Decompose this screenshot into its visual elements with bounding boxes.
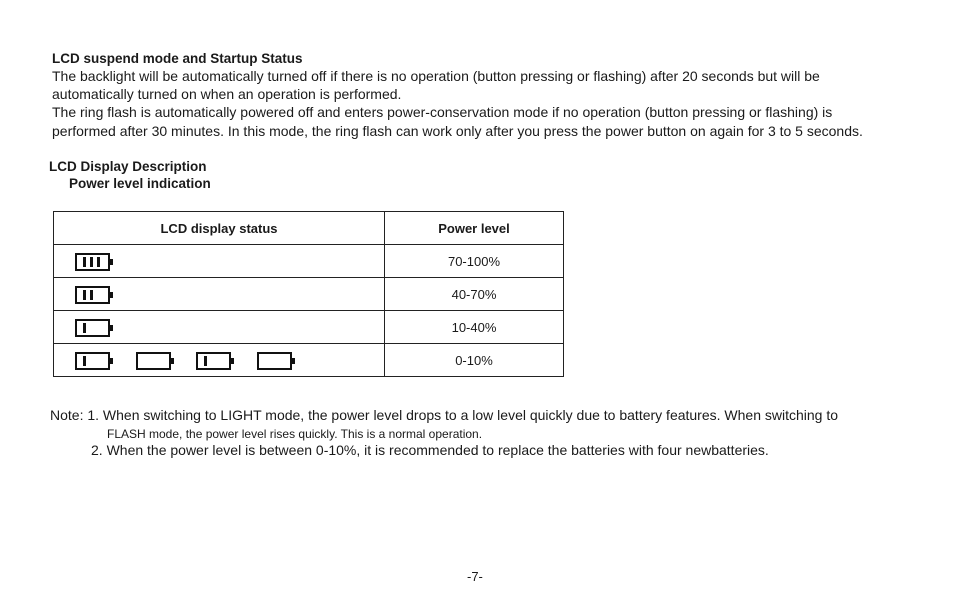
- battery-1-bar-icon: [196, 352, 236, 370]
- section-heading-suspend: LCD suspend mode and Startup Status: [52, 51, 303, 66]
- power-level-cell: 70-100%: [385, 245, 564, 278]
- page-number: -7-: [467, 569, 483, 584]
- battery-empty-icon: [257, 352, 297, 370]
- subheading-power-level: Power level indication: [69, 176, 211, 191]
- paragraph-line: The ring flash is automatically powered off and enters power-conservation mode if no operation (button pressing or flashing) is: [52, 104, 833, 120]
- power-level-cell: 0-10%: [385, 344, 564, 377]
- table-row: [54, 245, 564, 278]
- power-level-cell: 40-70%: [385, 278, 564, 311]
- table-row: [54, 311, 564, 344]
- note-line: 2. When the power level is between 0-10%, it is recommended to replace the batteries with four newbatteries.: [91, 442, 769, 458]
- table-row: [54, 278, 564, 311]
- note-line: Note: 1. When switching to LIGHT mode, the power level drops to a low level quickly due to battery features. When switching to: [50, 407, 839, 423]
- column-header-lcd-status: LCD display status: [54, 212, 385, 245]
- section-heading-lcd: LCD Display Description: [49, 159, 207, 174]
- table-header-row: [54, 212, 564, 245]
- battery-empty-icon: [136, 352, 176, 370]
- note-line: FLASH mode, the power level rises quickly. This is a normal operation.: [107, 427, 483, 441]
- lcd-status-cell: [54, 344, 385, 377]
- battery-1-bar-icon: [75, 352, 115, 370]
- table-row: [54, 344, 564, 377]
- battery-2-bars-icon: [75, 286, 115, 304]
- battery-1-bar-icon: [75, 319, 115, 337]
- column-header-power-level: Power level: [385, 212, 564, 245]
- lcd-status-cell: [54, 311, 385, 344]
- lcd-status-cell: [54, 245, 385, 278]
- battery-3-bars-icon: [75, 253, 115, 271]
- paragraph-line: performed after 30 minutes. In this mode, the ring flash can work only after you press the power button on again for 3 to 5 seconds.: [52, 123, 863, 139]
- lcd-status-cell: [54, 278, 385, 311]
- paragraph-line: The backlight will be automatically turned off if there is no operation (button pressing or flashing) after 20 seconds but will be: [52, 68, 820, 84]
- power-level-cell: 10-40%: [385, 311, 564, 344]
- power-level-table: [53, 211, 564, 377]
- paragraph-line: automatically turned on when an operation is performed.: [52, 86, 402, 102]
